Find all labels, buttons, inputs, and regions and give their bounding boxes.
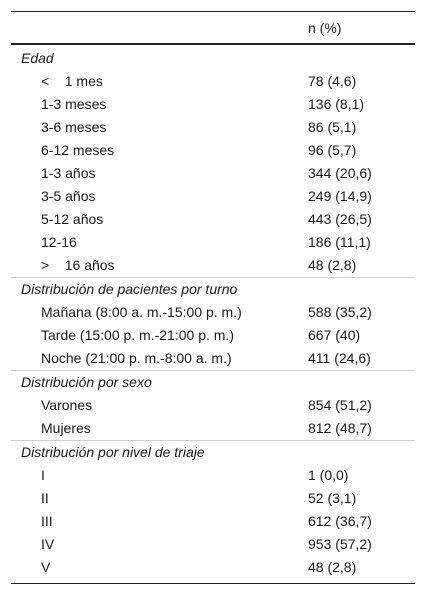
row-label: 3-6 meses bbox=[41, 119, 107, 135]
row-label: < 1 mes bbox=[41, 73, 103, 89]
row-value: 78 (4,6) bbox=[308, 73, 357, 89]
row-value: 953 (57,2) bbox=[308, 536, 372, 552]
row-value: 52 (3,1) bbox=[308, 490, 357, 506]
row-value: 136 (8,1) bbox=[308, 96, 365, 112]
section-heading bbox=[11, 278, 415, 301]
column-header-n-percent: n (%) bbox=[308, 20, 342, 36]
row-label: II bbox=[41, 490, 49, 506]
table-row bbox=[11, 208, 415, 231]
table-row bbox=[11, 185, 415, 208]
row-value: 344 (20,6) bbox=[308, 165, 372, 181]
row-label: Varones bbox=[41, 397, 93, 413]
row-label: Mujeres bbox=[41, 420, 91, 436]
table-row bbox=[11, 162, 415, 185]
row-value: 249 (14,9) bbox=[308, 188, 372, 204]
row-value: 411 (24,6) bbox=[308, 350, 371, 366]
row-value: 48 (2,8) bbox=[308, 559, 357, 575]
row-label: 3-5 años bbox=[41, 188, 96, 204]
row-value: 48 (2,8) bbox=[308, 257, 357, 273]
row-label: Noche (21:00 p. m.-8:00 a. m.) bbox=[41, 350, 232, 366]
row-value: 86 (5,1) bbox=[308, 119, 357, 135]
row-label: 1-3 meses bbox=[41, 96, 107, 112]
row-label: Tarde (15:00 p. m.-21:00 p. m.) bbox=[41, 327, 234, 343]
table-row bbox=[11, 254, 415, 277]
row-value: 186 (11,1) bbox=[308, 234, 371, 250]
row-label: 5-12 años bbox=[41, 211, 104, 227]
table-row bbox=[11, 116, 415, 139]
table-row bbox=[11, 324, 415, 347]
row-value: 443 (26,5) bbox=[308, 211, 372, 227]
row-label: 6-12 meses bbox=[41, 142, 115, 158]
row-label: III bbox=[41, 513, 53, 529]
section-title: Distribución de pacientes por turno bbox=[21, 281, 238, 297]
row-value: 612 (36,7) bbox=[308, 513, 372, 529]
row-label: 12-16 bbox=[41, 234, 77, 250]
row-value: 1 (0,0) bbox=[308, 467, 349, 483]
section-heading bbox=[11, 371, 415, 394]
table-row bbox=[11, 556, 415, 579]
row-value: 96 (5,7) bbox=[308, 142, 357, 158]
row-label: V bbox=[41, 559, 51, 575]
row-value: 854 (51,2) bbox=[308, 397, 372, 413]
section-heading bbox=[11, 47, 415, 70]
row-value: 812 (48,7) bbox=[308, 420, 372, 436]
table-row bbox=[11, 417, 415, 440]
row-label: > 16 años bbox=[41, 257, 115, 273]
row-label: IV bbox=[41, 536, 55, 552]
section-heading bbox=[11, 441, 415, 464]
table-row bbox=[11, 533, 415, 556]
table-row bbox=[11, 301, 415, 324]
table-row bbox=[11, 231, 415, 254]
data-table bbox=[11, 11, 415, 584]
section-title: Distribución por nivel de triaje bbox=[21, 444, 205, 460]
table-bottom-rule bbox=[11, 583, 415, 584]
table-header bbox=[11, 12, 415, 43]
table-body bbox=[11, 45, 415, 583]
row-label: I bbox=[41, 467, 45, 483]
table-row bbox=[11, 70, 415, 93]
row-value: 667 (40) bbox=[308, 327, 361, 343]
table-row bbox=[11, 93, 415, 116]
section-title: Edad bbox=[21, 50, 54, 66]
row-label: 1-3 años bbox=[41, 165, 96, 181]
table-row bbox=[11, 139, 415, 162]
table-row bbox=[11, 510, 415, 533]
section-title: Distribución por sexo bbox=[21, 374, 152, 390]
table-row bbox=[11, 464, 415, 487]
row-label: Mañana (8:00 a. m.-15:00 p. m.) bbox=[41, 304, 242, 320]
table-row bbox=[11, 487, 415, 510]
row-value: 588 (35,2) bbox=[308, 304, 372, 320]
table-row bbox=[11, 347, 415, 370]
table-row bbox=[11, 394, 415, 417]
